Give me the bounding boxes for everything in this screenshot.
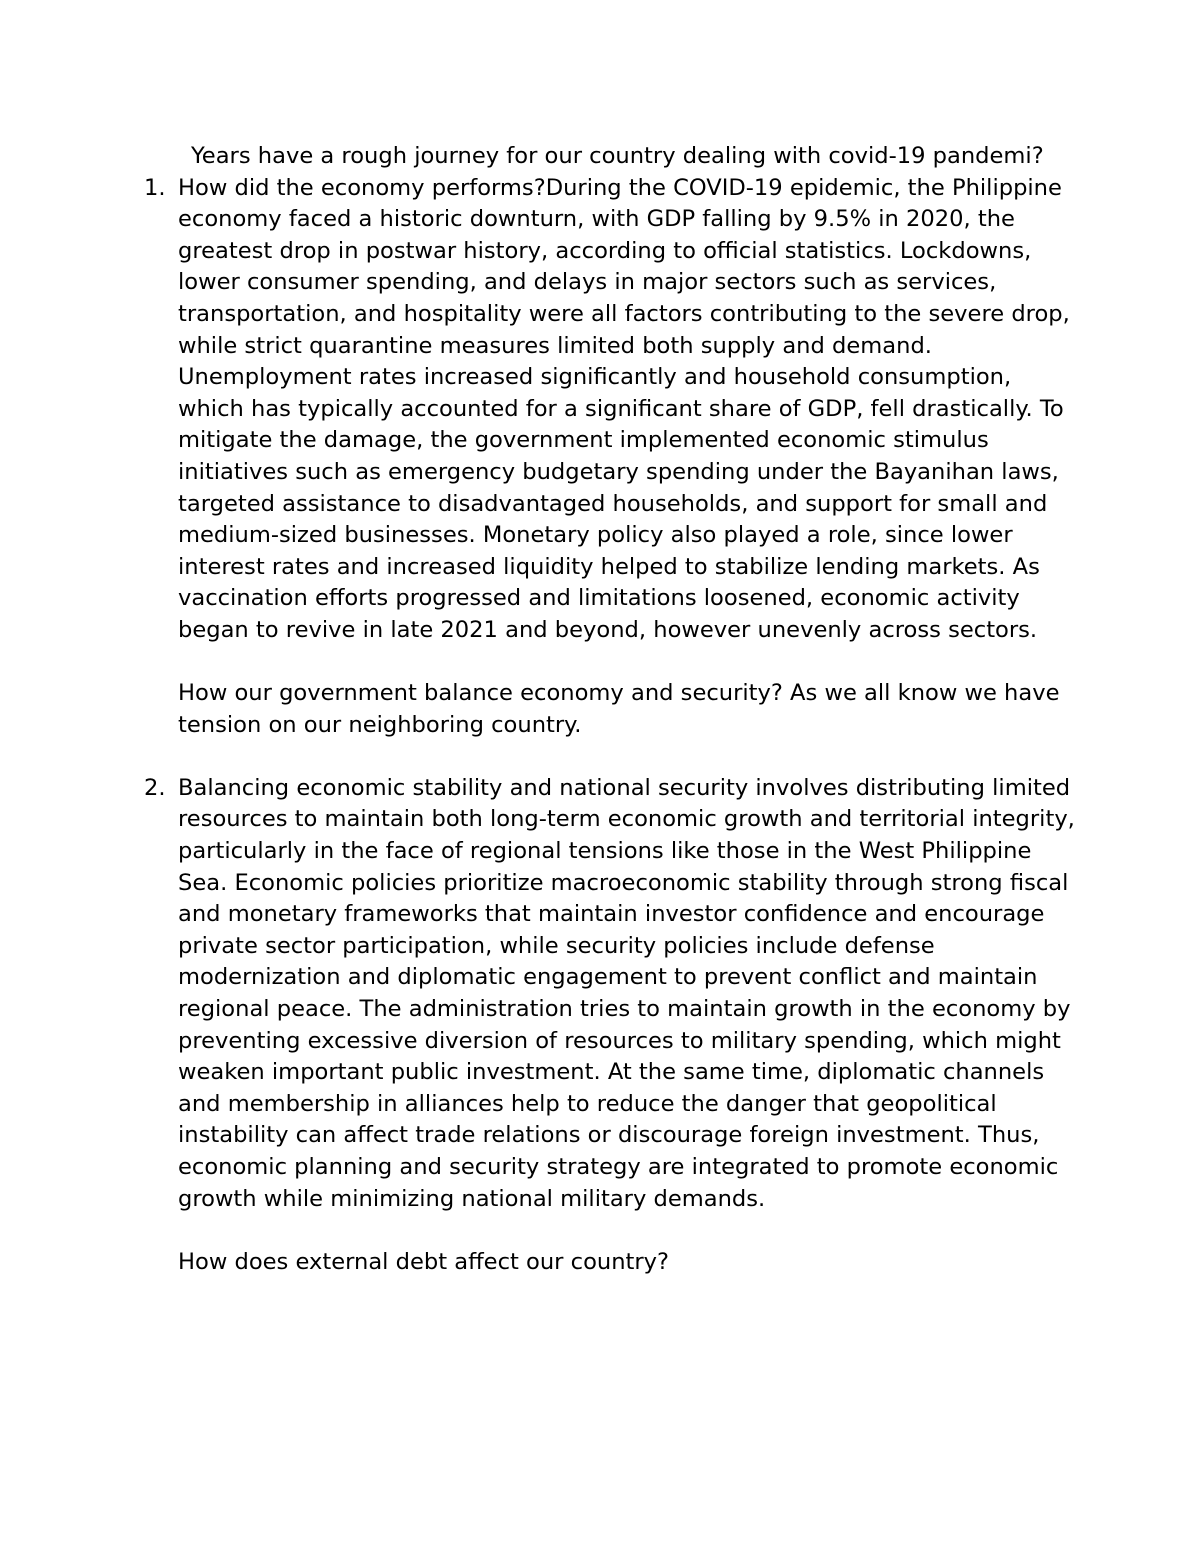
answer-paragraph-1: How did the economy performs?During the COVID-19 epidemic, the Philippine economy faced a historic downturn, with GDP falling by 9.5% in 2020, the greatest drop in postwar history, according to official statistics. Lockdowns, lower consumer spending, and delays in major sectors such as services, transportation, and hospitality were all factors contributing to the severe drop, while strict quarantine measures limited both supply and demand. Unemployment rates increased significantly and household consumption, which has typically accounted for a significant share of GDP, fell drastically. To mitigate the damage, the government implemented economic stimulus initiatives such as emergency budgetary spending under the Bayanihan laws, targeted assistance to disadvantaged households, and support for small and medium-sized businesses. Monetary policy also played a role, since lower interest rates and increased liquidity helped to stabilize lending markets. As vaccination efforts progressed and limitations loosened, economic activity began to revive in late 2021 and beyond, however unevenly across sectors. (178, 174, 1070, 643)
list-item-1 (144, 173, 1078, 742)
question-paragraph-3: How does external debt affect our country? (178, 1248, 670, 1275)
list-marker: 1. (144, 174, 166, 201)
list-marker: 2. (144, 774, 166, 801)
document-body (144, 141, 1078, 1278)
answer-paragraph-2: Balancing economic stability and national security involves distributing limited resources to maintain both long-term economic growth and territorial integrity, particularly in the face of regional tensions like those in the West Philippine Sea. Economic policies prioritize macroeconomic stability through strong fiscal and monetary frameworks that maintain investor confidence and encourage private sector participation, while security policies include defense modernization and diplomatic engagement to prevent conflict and maintain regional peace. The administration tries to maintain growth in the economy by preventing excessive diversion of resources to military spending, which might weaken important public investment. At the same time, diplomatic channels and membership in alliances help to reduce the danger that geopolitical instability can affect trade relations or discourage foreign investment. Thus, economic planning and security strategy are integrated to promote economic growth while minimizing national military demands. (178, 774, 1075, 1212)
list-item-2 (144, 773, 1078, 1279)
question-paragraph-2: How our government balance economy and security? As we all know we have tension on our neighboring country. (178, 680, 1060, 738)
intro-paragraph: Years have a rough journey for our country dealing with covid-19 pandemi? (191, 143, 1044, 169)
blank-line (178, 741, 1078, 773)
